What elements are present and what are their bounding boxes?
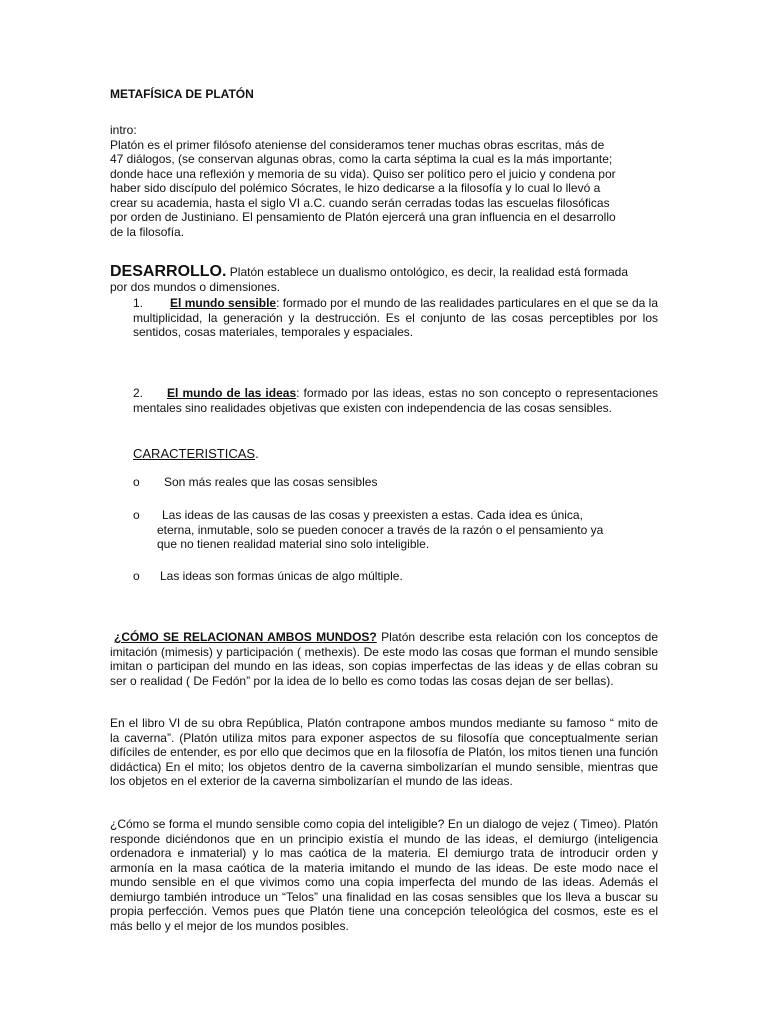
- bullet-icon: o: [133, 569, 140, 583]
- intro-line: por orden de Justiniano. El pensamiento de Platón ejercerá una gran influencia en el desarrollo: [110, 210, 616, 224]
- caracteristicas-heading: CARACTERISTICAS: [133, 446, 256, 461]
- caracteristicas-heading-line: [133, 446, 259, 461]
- list-number: 2.: [133, 386, 144, 400]
- list-item-1: [133, 296, 658, 340]
- bullet-text-block: [157, 508, 603, 552]
- bullet-text: Las ideas son formas únicas de algo múltiple.: [160, 569, 403, 583]
- list-item-2: [133, 386, 658, 415]
- intro-line: 47 diálogos, (se conservan algunas obras, como la carta séptima la cual es la más importante;: [110, 152, 613, 166]
- item-2-text: : formado por las ideas, estas no son concepto o representaciones mentales sino realidades objetivas que existen con independencia de las cosas sensibles.: [133, 386, 658, 415]
- list-item-bullet: [133, 508, 140, 523]
- desarrollo-section: [110, 265, 670, 294]
- term-mundo-sensible: El mundo sensible: [170, 296, 277, 310]
- intro-label: intro:: [110, 123, 137, 137]
- desarrollo-heading: DESARROLLO.: [110, 263, 227, 280]
- bullet-text: eterna, inmutable, solo se pueden conocer a través de la razón o el pensamiento ya: [157, 522, 604, 537]
- caracteristicas-period: .: [255, 446, 259, 461]
- intro-section: [110, 123, 670, 239]
- bullet-text: que no tienen realidad material sino solo inteligible.: [157, 537, 430, 551]
- term-mundo-ideas: El mundo de las ideas: [167, 386, 297, 400]
- timeo-paragraph: ¿Cómo se forma el mundo sensible como copia del inteligible? En un dialogo de vejez ( Timeo). Platón responde diciéndonos que en un principio existía el mundo de las ideas, el demiurgo (inteligencia ordenadora e inmaterial) y lo mas caótica de la materia. El demiurgo trata de introducir orden y armonía en la masa caótica de la materia imitando el mundo de las ideas. De este modo nace el mundo sensible en el que vivimos como una copia imperfecta del mundo de las ideas. Además el demiurgo también introduce un “Telos” una finalidad en las cosas sensibles que los lleva a buscar su propia perfección. Vemos pues que Platón tiene una concepción teleológica del cosmos, este es el más bello y el mejor de los mundos posibles.: [110, 817, 658, 933]
- intro-line: de la filosofía.: [110, 224, 185, 239]
- bullet-text: Las ideas de las causas de las cosas y preexisten a estas. Cada idea es única,: [162, 508, 583, 522]
- relacion-text: Platón describe esta relación con los conceptos de imitación (mimesis) y participación ( methexis). De este modo las cosas que forman el mundo sensible imitan o participan del mundo en las ideas, son copias imperfectas de las ideas y de ellas cobran su ser o realidad ( De Fedón” por la idea de lo bello es como todas las cosas dejan de ser bellas).: [110, 630, 659, 688]
- bullet-icon: o: [133, 475, 140, 489]
- desarrollo-text-cont: por dos mundos o dimensiones.: [110, 279, 281, 294]
- intro-line: Platón es el primer filósofo ateniense del consideramos tener muchas obras escritas, más de: [110, 137, 605, 152]
- item-1-text: : formado por el mundo de las realidades particulares en el que se da la multiplicidad, la generación y la destrucción. Es el conjunto de las cosas perceptibles por los sentidos, cosas materiales, temporales y espaciales.: [133, 296, 658, 339]
- list-item-bullet: [133, 475, 140, 490]
- intro-line: haber sido discípulo del polémico Sócrates, le hizo dedicarse a la filosofía y lo cual lo llevó a: [110, 181, 601, 195]
- relacion-heading: ¿CÓMO SE RELACIONAN AMBOS MUNDOS?: [114, 630, 377, 644]
- document-title: METAFÍSICA DE PLATÓN: [110, 87, 254, 101]
- list-item-bullet: [133, 569, 140, 584]
- bullet-text: Son más reales que las cosas sensibles: [164, 475, 378, 489]
- bullet-icon: o: [133, 508, 140, 522]
- intro-line: crear su academia, hasta el siglo VI a.C. cuando serán cerradas todas las escuelas filosóficas: [110, 195, 610, 210]
- list-number: 1.: [133, 296, 144, 310]
- desarrollo-text: Platón establece un dualismo ontológico, es decir, la realidad está formada: [226, 265, 629, 279]
- relacion-paragraph: [110, 630, 658, 688]
- intro-line: donde hace una reflexión y memoria de su vida). Quiso ser político pero el juicio y condena por: [110, 166, 616, 181]
- libro-paragraph: En el libro VI de su obra República, Platón contrapone ambos mundos mediante su famoso “ mito de la caverna”. (Platón utiliza mitos para exponer aspectos de su filosofía que conceptualmente serian difíciles de entender, es por ello que decimos que en la filosofía de Platón, los mitos tienen una función didáctica) En el mito; los objetos dentro de la caverna simbolizarían el mundo sensible, mientras que los objetos en el exterior de la caverna simbolizarían el mundo de las ideas.: [110, 716, 658, 788]
